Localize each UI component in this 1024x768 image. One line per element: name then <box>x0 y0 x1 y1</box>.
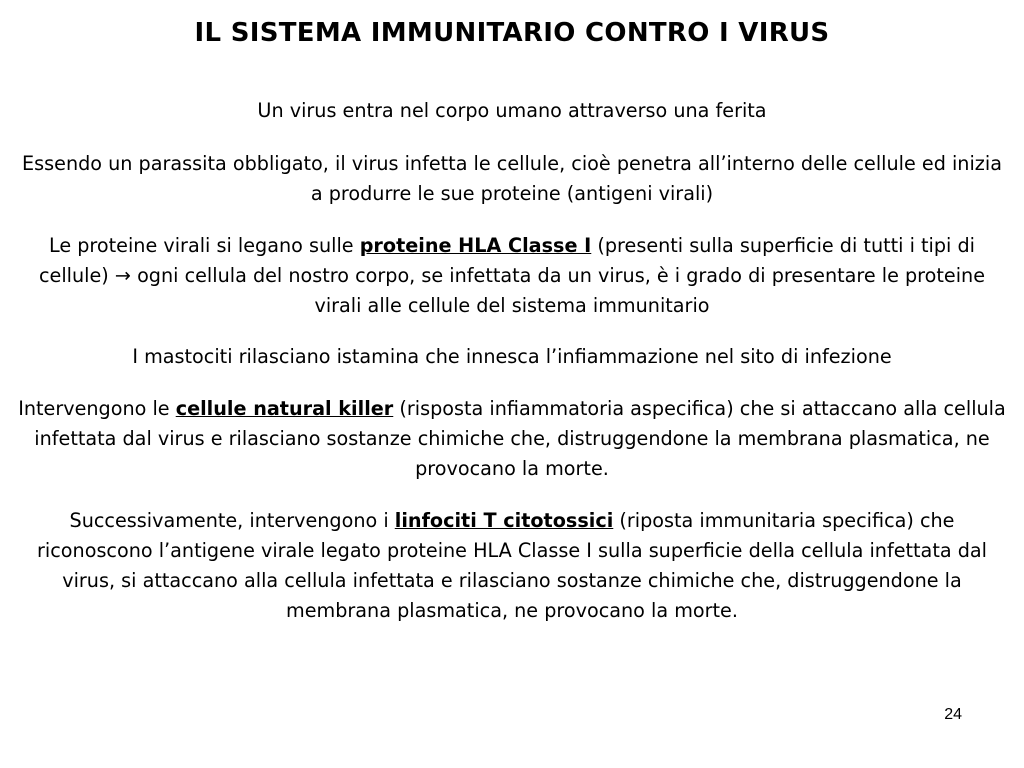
term-natural-killer: cellule natural killer <box>175 397 394 420</box>
paragraph-natural-killer <box>18 394 1006 484</box>
text-segment: Le proteine virali si legano sulle <box>49 234 360 257</box>
term-hla-class-i: proteine HLA Classe I <box>359 234 592 257</box>
text-segment: (presenti sulla superficie di tutti i tipi di cellule) <box>38 234 975 287</box>
arrow-right-icon: → <box>114 264 131 287</box>
paragraph-virus-entry: Un virus entra nel corpo umano attraverso una ferita <box>257 99 767 122</box>
text-segment: ogni cellula del nostro corpo, se infettata da un virus, è i grado di presentare le proteine virali alle cellule del sistema immunitario <box>130 264 985 317</box>
text-segment: (risposta infiammatoria aspecifica) che si attaccano alla cellula infettata dal virus e rilasciano sostanze chimiche che, distruggendone la membrana plasmatica, ne provocano la morte. <box>34 397 1006 480</box>
text-segment: Successivamente, intervengono i <box>69 509 395 532</box>
text-segment: Intervengono le <box>18 397 176 420</box>
paragraph-hla-binding <box>18 231 1006 321</box>
text-segment: (riposta immunitaria specifica) che riconoscono l’antigene virale legato proteine HLA Classe I sulla superficie della cellula infettata dal virus, si attaccano alla cellula infettata e rilasciano sostanze chimiche che, distruggendone la membrana plasmatica, ne provocano la morte. <box>37 509 987 622</box>
paragraph-infection: Essendo un parassita obbligato, il virus infetta le cellule, cioè penetra all’interno delle cellule ed inizia a produrre le sue proteine (antigeni virali) <box>22 152 1002 205</box>
paragraph-cytotoxic-t <box>18 506 1006 626</box>
page-number: 24 <box>944 706 962 723</box>
term-cytotoxic-t: linfociti T citotossici <box>394 509 614 532</box>
slide-title: IL SISTEMA IMMUNITARIO CONTRO I VIRUS <box>194 18 830 48</box>
slide-body <box>18 96 1006 648</box>
paragraph-mastocytes: I mastociti rilasciano istamina che innesca l’infiammazione nel sito di infezione <box>132 345 892 368</box>
